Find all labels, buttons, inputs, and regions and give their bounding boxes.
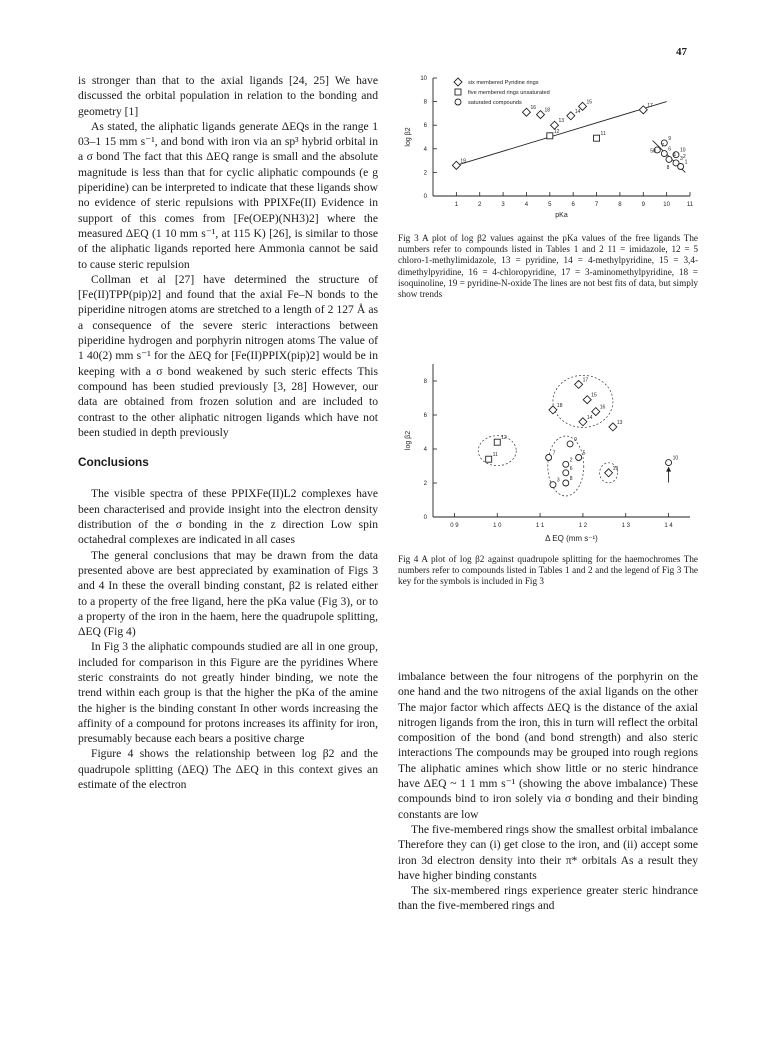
point-label: 2 — [569, 457, 573, 464]
legend-marker — [455, 99, 461, 105]
data-point — [563, 480, 569, 486]
point-label: 19 — [460, 158, 466, 165]
data-point — [575, 380, 583, 388]
point-label: 19 — [612, 465, 619, 472]
legend-marker — [455, 89, 461, 95]
x-tick-label: 11 — [686, 202, 694, 208]
x-tick-label: 1 3 — [621, 523, 630, 529]
point-label: 15 — [591, 392, 597, 399]
data-point — [666, 156, 672, 162]
data-point — [522, 108, 530, 116]
data-point — [639, 106, 647, 114]
point-label: 9 — [574, 436, 577, 443]
point-label: 50 — [650, 148, 656, 155]
point-label: 18 — [544, 107, 551, 114]
point-label: 16 — [530, 105, 537, 112]
data-point — [605, 469, 613, 477]
y-tick-label: 0 — [423, 515, 427, 521]
x-tick-label: 1 0 — [493, 523, 502, 529]
x-tick-label: 1 2 — [578, 523, 588, 529]
point-label: 14 — [586, 414, 593, 421]
point-label: 11 — [600, 131, 606, 138]
y-tick-label: 2 — [423, 170, 427, 177]
point-label: 8 — [666, 164, 670, 171]
data-point — [567, 112, 575, 120]
point-label: 17 — [647, 102, 653, 109]
x-tick-label: 5 — [548, 202, 552, 208]
x-tick-label: 7 — [594, 202, 599, 208]
x-tick-label: 1 1 — [535, 523, 545, 529]
point-label: 5 — [582, 450, 586, 457]
x-tick-label: 8 — [618, 202, 622, 208]
paragraph: The visible spectra of these PPIXFe(II)L2 complexes have been characterised and provide insight into the electron density distribution of the σ bonding in the z direction Low spin octahedral complexes are indicated in all cases — [78, 487, 378, 547]
point-label: 11 — [492, 452, 498, 459]
paragraph: As stated, the aliphatic ligands generate ΔEQs in the range 1 03–1 15 mm s⁻¹, and bond with iron via an sp³ hybrid orbital in a σ bond The fact that this ΔEQ range is small and the absolute magnitude is less than that for cyclic aliphatic compounds (e g piperidine) can be interpreted to indicate that these ligands show no evidence of steric repulsions with PPIXFe(II) Evidence in support of this comes from [Fe(OEP)(NH3)2] where the measured ΔEQ (1 10 mm s⁻¹, at 115 K) [26], is similar to those of the aliphatic ligands reported here Ammonia cannot be said to cause steric repulsion — [78, 119, 378, 271]
point-label: 3 — [556, 477, 560, 484]
legend-entry: five membered rings unsaturated — [468, 90, 550, 96]
data-point — [567, 441, 573, 447]
point-label: 6 — [668, 146, 672, 153]
figure-3-chart — [398, 72, 698, 227]
y-tick-label: 6 — [423, 123, 427, 130]
data-point — [452, 161, 460, 169]
paragraph: The general conclusions that may be drawn from the data presented above are best appreciated by examination of Figs 3 and 4 In these the overall binding constant, β2 is related either to a property of the free ligand, here the pKa value (Fig 3), or to a property of the iron in the haem, here the quadrupole splitting, ΔEQ (Fig 4) — [78, 548, 378, 639]
x-axis-label: Δ EQ (mm s⁻¹) — [545, 534, 598, 543]
y-tick-label: 6 — [423, 413, 427, 419]
legend-entry: saturated compounds — [468, 100, 522, 106]
point-label: 7 — [661, 142, 665, 149]
figure-4-caption: Fig 4 A plot of log β2 against quadrupole splitting for the haemochromes The numbers refer to compounds listed in Tables 1 and 2 and the legend of Fig 3 The key for the symbols is included in Fig 3 — [398, 554, 698, 587]
data-point — [594, 135, 600, 141]
paragraph: Figure 4 shows the relationship between log β2 and the quadrupole splitting (ΔEQ) The ΔEQ in this context gives an estimate of the electron — [78, 747, 378, 792]
point-label: 14 — [574, 108, 581, 115]
point-label: 2 — [682, 154, 686, 161]
point-label: 3 — [679, 155, 683, 162]
paragraph: The six-membered rings experience greater steric hindrance than the five-membered rings and — [398, 884, 698, 913]
point-label: 12 — [553, 128, 560, 135]
y-tick-label: 0 — [423, 194, 427, 200]
right-column — [398, 669, 698, 914]
point-label: 10 — [672, 455, 679, 462]
point-label: 7 — [552, 450, 556, 457]
point-label: 1 — [684, 159, 688, 166]
point-label: 10 — [679, 147, 686, 154]
point-label: 8 — [569, 476, 573, 482]
data-point — [666, 460, 672, 466]
paragraph: The five-membered rings show the smallest orbital imbalance Therefore they can (i) get close to the iron, and (ii) accept some iron 3d electron density into their π* orbitals As a result they have higher binding constants — [398, 822, 698, 882]
data-point — [583, 396, 591, 404]
paragraph: imbalance between the four nitrogens of the porphyrin on the one hand and the two nitrogens of the axial ligands on the other The major factor which affects ΔEQ is the distance of the axial nitrogen ligands from the iron, this in turn will reflect the orbital composition of the bond (and bond strength) and also steric interactions The compounds may be grouped into rough regions The aliphatic amines which show little or no steric hindrance have ΔEQ ~ 1 1 mm s⁻¹ (showing the above imbalance) These compounds bind to iron solely via σ bonding and their binding constants are low — [398, 670, 698, 821]
data-point — [576, 455, 582, 461]
y-tick-label: 10 — [420, 76, 427, 82]
data-point — [592, 408, 600, 416]
data-point — [494, 439, 500, 445]
y-tick-label: 8 — [423, 379, 427, 385]
y-tick-label: 4 — [423, 146, 427, 153]
x-tick-label: 4 — [524, 202, 529, 208]
x-tick-label: 10 — [663, 202, 670, 208]
x-tick-label: 3 — [501, 202, 505, 208]
point-label: 12 — [501, 435, 507, 442]
x-tick-label: 1 4 — [664, 523, 673, 529]
point-label: 17 — [582, 377, 589, 384]
page-number: 47 — [676, 46, 687, 58]
paragraph: Collman et al [27] have determined the structure of [Fe(II)TPP(pip)2] and found that the axial Fe–N bonds to the piperidine nitrogen atoms are stretched to a length of 2 127 Å as a consequence of the severe steric interactions between piperidine hydrogen and porphyrin nitrogen atoms The value of 1 40(2) mm s⁻¹ for the ΔEQ for [Fe(II)PPIX(pip)2] would be in keeping with a σ bond weakened by such steric effects This compound has been studied previously [3, 28] However, our data are obtained from frozen solution and are included to contrast to the other aliphatic nitrogen ligands which have not been studied in depth previously — [78, 272, 378, 439]
point-label: 6 — [569, 465, 573, 472]
point-label: 4 — [672, 152, 676, 159]
x-tick-label: 9 — [641, 202, 645, 208]
point-label: 15 — [586, 99, 593, 106]
data-point — [563, 461, 569, 467]
data-point — [579, 418, 587, 426]
trend-line — [456, 102, 666, 166]
x-tick-label: 0 9 — [450, 523, 459, 529]
data-point — [661, 151, 667, 157]
data-point — [547, 133, 553, 139]
x-tick-label: 1 — [454, 202, 459, 208]
data-point — [609, 423, 617, 431]
y-tick-label: 8 — [423, 99, 427, 106]
x-tick-label: 6 — [571, 202, 575, 208]
y-tick-label: 4 — [423, 447, 427, 453]
left-column — [78, 73, 378, 792]
point-label: 13 — [558, 118, 565, 125]
arrow-head — [666, 467, 671, 472]
legend-marker — [454, 78, 462, 86]
data-point — [546, 455, 552, 461]
y-axis-label: log β2 — [405, 430, 412, 451]
paragraph: In Fig 3 the aliphatic compounds studied are all in one group, included for comparison in this Figure are the pyridines Where steric constraints do not greatly hinder binding, we note the trend within each group is that the higher the pKa of the amine the higher is the binding constant In other words increasing the affinity of a compound for protons increases its affinity for iron, presumably because each bears a positive charge — [78, 640, 378, 746]
y-axis-label: log β2 — [405, 127, 412, 147]
point-label: 16 — [599, 404, 606, 411]
legend-entry: six membered Pyridine rings — [468, 80, 539, 86]
figure-4-chart — [398, 360, 698, 550]
y-tick-label: 2 — [423, 481, 427, 487]
data-point — [678, 164, 684, 170]
section-heading: Conclusions — [78, 455, 149, 470]
point-label: 13 — [616, 419, 623, 426]
x-tick-label: 2 — [478, 202, 482, 208]
figure-3-caption: Fig 3 A plot of log β2 values against the pKa values of the free ligands The numbers refer to compounds listed in Tables 1 and 2 11 = imidazole, 12 = 5 chloro-1-methylimidazole, 13 = pyridine, 14 = 4-methylpyridine, 15 = 3,4-dimethylpyridine, 16 = 4-chloropyridine, 17 = 3-aminomethylpyridine, 18 = isoquinoline, 19 = pyridine-N-oxide The lines are not best fits of data, but simply show trends — [398, 233, 698, 300]
data-point — [563, 470, 569, 476]
point-label: 18 — [556, 402, 563, 409]
x-axis-label: pKa — [555, 212, 568, 219]
data-point — [550, 482, 556, 488]
point-label: 9 — [668, 135, 672, 142]
data-point — [536, 111, 544, 119]
data-point — [486, 456, 492, 462]
paragraph: is stronger than that to the axial ligands [24, 25] We have discussed the orbital population in relation to the bonding and geometry [1] — [78, 74, 378, 118]
